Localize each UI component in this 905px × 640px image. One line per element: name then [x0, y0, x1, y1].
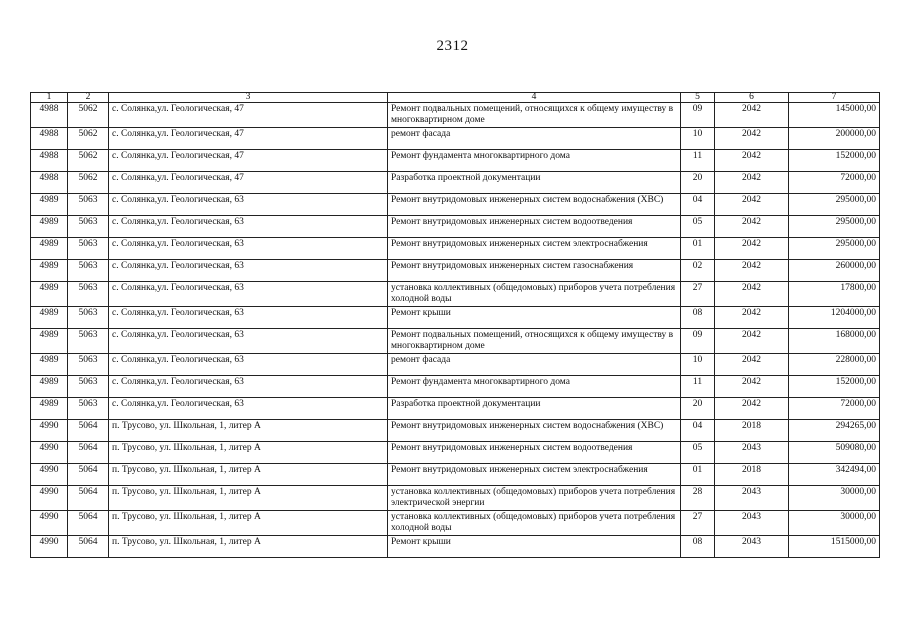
year-cell: 2043	[715, 536, 789, 558]
address-cell: п. Трусово, ул. Школьная, 1, литер А	[109, 442, 388, 464]
table-row	[31, 128, 880, 150]
cost-cell: 30000,00	[789, 511, 880, 536]
address-cell: с. Солянка,ул. Геологическая, 63	[109, 260, 388, 282]
year-cell: 2042	[715, 354, 789, 376]
table-row	[31, 376, 880, 398]
house-id-cell: 5064	[68, 420, 109, 442]
work-type-cell: Ремонт внутридомовых инженерных систем газоснабжения	[388, 260, 681, 282]
address-cell: п. Трусово, ул. Школьная, 1, литер А	[109, 486, 388, 511]
address-cell: с. Солянка,ул. Геологическая, 63	[109, 307, 388, 329]
work-code-cell: 28	[681, 486, 715, 511]
address-cell: с. Солянка,ул. Геологическая, 63	[109, 354, 388, 376]
cost-cell: 17800,00	[789, 282, 880, 307]
year-cell: 2042	[715, 329, 789, 354]
work-code-cell: 01	[681, 464, 715, 486]
table-row	[31, 103, 880, 128]
work-code-cell: 09	[681, 103, 715, 128]
table-row	[31, 172, 880, 194]
table-row	[31, 282, 880, 307]
table-row	[31, 511, 880, 536]
year-cell: 2042	[715, 282, 789, 307]
work-code-cell: 10	[681, 128, 715, 150]
work-type-cell: Ремонт внутридомовых инженерных систем водоотведения	[388, 442, 681, 464]
table-row	[31, 486, 880, 511]
house-id-cell: 5064	[68, 442, 109, 464]
work-type-cell: ремонт фасада	[388, 354, 681, 376]
cost-cell: 295000,00	[789, 238, 880, 260]
table-row	[31, 329, 880, 354]
address-cell: п. Трусово, ул. Школьная, 1, литер А	[109, 420, 388, 442]
work-code-cell: 02	[681, 260, 715, 282]
work-code-cell: 05	[681, 442, 715, 464]
record-number-cell: 4989	[31, 307, 68, 329]
work-type-cell: Ремонт крыши	[388, 536, 681, 558]
registry-table	[30, 92, 880, 558]
address-cell: с. Солянка,ул. Геологическая, 63	[109, 398, 388, 420]
table-row	[31, 398, 880, 420]
record-number-cell: 4989	[31, 329, 68, 354]
address-cell: с. Солянка,ул. Геологическая, 47	[109, 128, 388, 150]
cost-cell: 1204000,00	[789, 307, 880, 329]
record-number-cell: 4989	[31, 194, 68, 216]
work-type-cell: Ремонт внутридомовых инженерных систем водоснабжения (ХВС)	[388, 194, 681, 216]
table-row	[31, 194, 880, 216]
cost-cell: 342494,00	[789, 464, 880, 486]
address-cell: с. Солянка,ул. Геологическая, 47	[109, 103, 388, 128]
year-cell: 2042	[715, 307, 789, 329]
house-id-cell: 5063	[68, 376, 109, 398]
cost-cell: 295000,00	[789, 194, 880, 216]
house-id-cell: 5063	[68, 282, 109, 307]
record-number-cell: 4988	[31, 172, 68, 194]
cost-cell: 294265,00	[789, 420, 880, 442]
address-cell: п. Трусово, ул. Школьная, 1, литер А	[109, 464, 388, 486]
table-row	[31, 464, 880, 486]
cost-cell: 200000,00	[789, 128, 880, 150]
record-number-cell: 4990	[31, 511, 68, 536]
work-code-cell: 05	[681, 216, 715, 238]
year-cell: 2042	[715, 398, 789, 420]
work-type-cell: Ремонт внутридомовых инженерных систем водоотведения	[388, 216, 681, 238]
column-header: 2	[68, 93, 109, 103]
cost-cell: 152000,00	[789, 376, 880, 398]
record-number-cell: 4990	[31, 420, 68, 442]
year-cell: 2043	[715, 511, 789, 536]
record-number-cell: 4989	[31, 216, 68, 238]
column-header: 1	[31, 93, 68, 103]
record-number-cell: 4988	[31, 150, 68, 172]
record-number-cell: 4989	[31, 354, 68, 376]
table-row	[31, 536, 880, 558]
house-id-cell: 5062	[68, 150, 109, 172]
column-header: 6	[715, 93, 789, 103]
work-type-cell: установка коллективных (общедомовых) приборов учета потребления холодной воды	[388, 511, 681, 536]
record-number-cell: 4990	[31, 486, 68, 511]
house-id-cell: 5064	[68, 464, 109, 486]
address-cell: с. Солянка,ул. Геологическая, 63	[109, 194, 388, 216]
address-cell: с. Солянка,ул. Геологическая, 47	[109, 150, 388, 172]
work-code-cell: 01	[681, 238, 715, 260]
house-id-cell: 5064	[68, 511, 109, 536]
house-id-cell: 5063	[68, 216, 109, 238]
address-cell: с. Солянка,ул. Геологическая, 63	[109, 376, 388, 398]
table-row	[31, 260, 880, 282]
table-row	[31, 238, 880, 260]
year-cell: 2043	[715, 486, 789, 511]
record-number-cell: 4988	[31, 128, 68, 150]
work-code-cell: 20	[681, 172, 715, 194]
column-header: 3	[109, 93, 388, 103]
column-header: 4	[388, 93, 681, 103]
work-code-cell: 08	[681, 536, 715, 558]
work-type-cell: Ремонт внутридомовых инженерных систем водоснабжения (ХВС)	[388, 420, 681, 442]
year-cell: 2042	[715, 376, 789, 398]
column-header: 5	[681, 93, 715, 103]
work-code-cell: 04	[681, 420, 715, 442]
address-cell: п. Трусово, ул. Школьная, 1, литер А	[109, 536, 388, 558]
house-id-cell: 5063	[68, 194, 109, 216]
record-number-cell: 4990	[31, 442, 68, 464]
year-cell: 2042	[715, 172, 789, 194]
cost-cell: 260000,00	[789, 260, 880, 282]
record-number-cell: 4989	[31, 282, 68, 307]
work-code-cell: 09	[681, 329, 715, 354]
address-cell: с. Солянка,ул. Геологическая, 63	[109, 238, 388, 260]
work-type-cell: Ремонт фундамента многоквартирного дома	[388, 376, 681, 398]
table-body	[31, 103, 880, 558]
year-cell: 2018	[715, 464, 789, 486]
column-header: 7	[789, 93, 880, 103]
year-cell: 2042	[715, 194, 789, 216]
year-cell: 2042	[715, 216, 789, 238]
house-id-cell: 5064	[68, 486, 109, 511]
work-code-cell: 27	[681, 282, 715, 307]
work-type-cell: Ремонт подвальных помещений, относящихся к общему имуществу в многоквартирном доме	[388, 103, 681, 128]
house-id-cell: 5064	[68, 536, 109, 558]
work-code-cell: 08	[681, 307, 715, 329]
cost-cell: 168000,00	[789, 329, 880, 354]
house-id-cell: 5063	[68, 329, 109, 354]
work-type-cell: Ремонт внутридомовых инженерных систем электроснабжения	[388, 464, 681, 486]
year-cell: 2018	[715, 420, 789, 442]
table-row	[31, 307, 880, 329]
work-code-cell: 04	[681, 194, 715, 216]
house-id-cell: 5063	[68, 260, 109, 282]
record-number-cell: 4990	[31, 536, 68, 558]
record-number-cell: 4990	[31, 464, 68, 486]
work-type-cell: установка коллективных (общедомовых) приборов учета потребления электрической энергии	[388, 486, 681, 511]
year-cell: 2043	[715, 442, 789, 464]
year-cell: 2042	[715, 103, 789, 128]
year-cell: 2042	[715, 128, 789, 150]
cost-cell: 152000,00	[789, 150, 880, 172]
record-number-cell: 4989	[31, 238, 68, 260]
work-code-cell: 11	[681, 150, 715, 172]
address-cell: с. Солянка,ул. Геологическая, 63	[109, 329, 388, 354]
cost-cell: 295000,00	[789, 216, 880, 238]
record-number-cell: 4989	[31, 398, 68, 420]
year-cell: 2042	[715, 150, 789, 172]
record-number-cell: 4989	[31, 260, 68, 282]
table-row	[31, 442, 880, 464]
cost-cell: 72000,00	[789, 172, 880, 194]
cost-cell: 228000,00	[789, 354, 880, 376]
table-row	[31, 354, 880, 376]
cost-cell: 1515000,00	[789, 536, 880, 558]
work-type-cell: Разработка проектной документации	[388, 172, 681, 194]
work-code-cell: 20	[681, 398, 715, 420]
house-id-cell: 5063	[68, 354, 109, 376]
year-cell: 2042	[715, 238, 789, 260]
cost-cell: 509080,00	[789, 442, 880, 464]
work-type-cell: Разработка проектной документации	[388, 398, 681, 420]
house-id-cell: 5063	[68, 307, 109, 329]
work-type-cell: Ремонт фундамента многоквартирного дома	[388, 150, 681, 172]
work-code-cell: 11	[681, 376, 715, 398]
table-row	[31, 150, 880, 172]
address-cell: с. Солянка,ул. Геологическая, 63	[109, 282, 388, 307]
cost-cell: 30000,00	[789, 486, 880, 511]
work-code-cell: 27	[681, 511, 715, 536]
work-code-cell: 10	[681, 354, 715, 376]
record-number-cell: 4988	[31, 103, 68, 128]
table-row	[31, 216, 880, 238]
address-cell: п. Трусово, ул. Школьная, 1, литер А	[109, 511, 388, 536]
cost-cell: 72000,00	[789, 398, 880, 420]
work-type-cell: установка коллективных (общедомовых) приборов учета потребления холодной воды	[388, 282, 681, 307]
header-row	[31, 93, 880, 103]
address-cell: с. Солянка,ул. Геологическая, 47	[109, 172, 388, 194]
cost-cell: 145000,00	[789, 103, 880, 128]
record-number-cell: 4989	[31, 376, 68, 398]
address-cell: с. Солянка,ул. Геологическая, 63	[109, 216, 388, 238]
work-type-cell: Ремонт подвальных помещений, относящихся к общему имуществу в многоквартирном доме	[388, 329, 681, 354]
house-id-cell: 5062	[68, 172, 109, 194]
house-id-cell: 5062	[68, 103, 109, 128]
page-number: 2312	[436, 38, 469, 54]
house-id-cell: 5063	[68, 238, 109, 260]
table-row	[31, 420, 880, 442]
house-id-cell: 5063	[68, 398, 109, 420]
year-cell: 2042	[715, 260, 789, 282]
work-type-cell: Ремонт внутридомовых инженерных систем электроснабжения	[388, 238, 681, 260]
house-id-cell: 5062	[68, 128, 109, 150]
work-type-cell: ремонт фасада	[388, 128, 681, 150]
work-type-cell: Ремонт крыши	[388, 307, 681, 329]
